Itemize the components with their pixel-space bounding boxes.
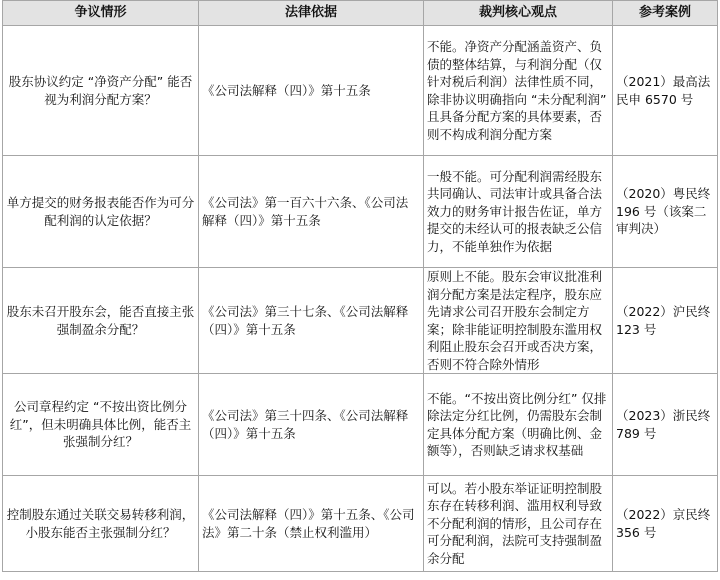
core-view-cell: 一般不能。可分配利润需经股东共同确认、司法审计或具备合法效力的财务审计报告佐证，单方提交的未经认可的报表缺乏公信力，不能单独作为依据 — [424, 156, 613, 268]
reference-case-cell: （2021）最高法民申 6570 号 — [613, 26, 718, 156]
reference-case-cell: （2023）浙民终 789 号 — [613, 374, 718, 476]
issue-cell: 控制股东通过关联交易转移利润，小股东能否主张强制分红？ — [3, 476, 199, 572]
legal-basis-cell: 《公司法》第三十七条、《公司法解释（四）》第十五条 — [199, 268, 424, 374]
reference-case-cell: （2020）粤民终 196 号（该案二审判决） — [613, 156, 718, 268]
table-row — [3, 268, 718, 374]
legal-basis-cell: 《公司法》第一百六十六条、《公司法解释（四）》第十五条 — [199, 156, 424, 268]
reference-case-cell: （2022）京民终 356 号 — [613, 476, 718, 572]
header-core-view: 裁判核心观点 — [424, 1, 613, 26]
core-view-cell: 不能。净资产分配涵盖资产、负债的整体结算，与利润分配（仅针对税后利润）法律性质不同，除非协议明确指向 “未分配利润” 且具备分配方案的具体要素，否则不构成利润分配方案 — [424, 26, 613, 156]
table-row — [3, 26, 718, 156]
dispute-table — [2, 0, 718, 572]
legal-basis-cell: 《公司法解释（四）》第十五条 — [199, 26, 424, 156]
reference-case-cell: （2022）沪民终 123 号 — [613, 268, 718, 374]
legal-basis-cell: 《公司法解释（四）》第十五条、《公司法》第二十条（禁止权利滥用） — [199, 476, 424, 572]
header-reference-cases: 参考案例 — [613, 1, 718, 26]
table-row — [3, 374, 718, 476]
core-view-cell: 可以。若小股东举证证明控制股东存在转移利润、滥用权利导致不分配利润的情形，且公司存在可分配利润，法院可支持强制盈余分配 — [424, 476, 613, 572]
header-issue: 争议情形 — [3, 1, 199, 26]
issue-cell: 股东协议约定 “净资产分配” 能否视为利润分配方案？ — [3, 26, 199, 156]
issue-cell: 单方提交的财务报表能否作为可分配利润的认定依据？ — [3, 156, 199, 268]
core-view-cell: 原则上不能。股东会审议批准利润分配方案是法定程序，股东应先请求公司召开股东会制定方案；除非能证明控制股东滥用权利阻止股东会召开或否决方案，否则不符合除外情形 — [424, 268, 613, 374]
issue-cell: 公司章程约定 “不按出资比例分红”，但未明确具体比例，能否主张强制分红？ — [3, 374, 199, 476]
table-row — [3, 476, 718, 572]
table-header-row — [3, 1, 718, 26]
legal-basis-cell: 《公司法》第三十四条、《公司法解释（四）》第十五条 — [199, 374, 424, 476]
header-legal-basis: 法律依据 — [199, 1, 424, 26]
issue-cell: 股东未召开股东会，能否直接主张强制盈余分配？ — [3, 268, 199, 374]
core-view-cell: 不能。“不按出资比例分红” 仅排除法定分红比例，仍需股东会制定具体分配方案（明确比例、金额等），否则缺乏请求权基础 — [424, 374, 613, 476]
table-row — [3, 156, 718, 268]
